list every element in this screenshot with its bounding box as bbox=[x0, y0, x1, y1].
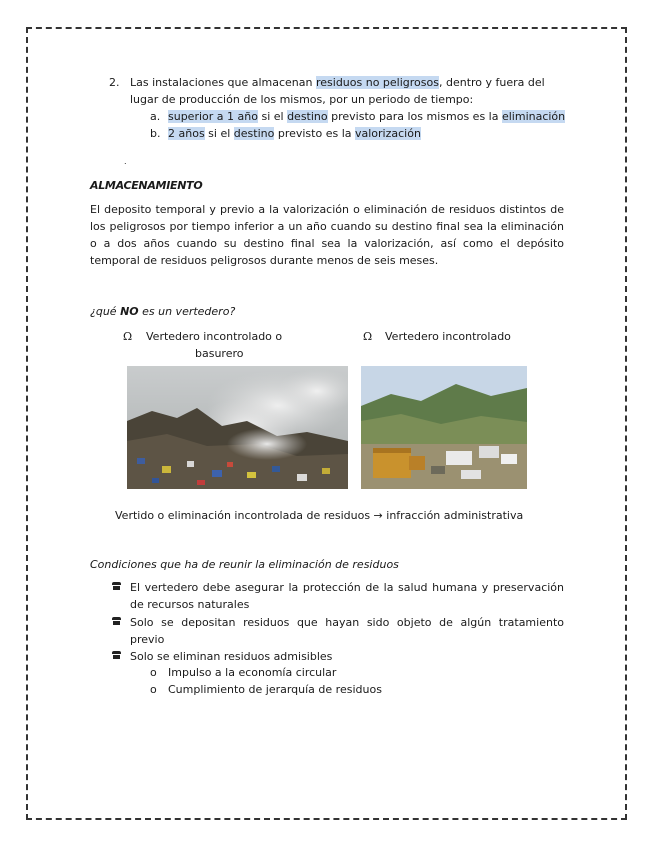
uncontrolled-dump-photo bbox=[361, 366, 527, 489]
list-item-2-line2: lugar de producción de los mismos, por un periodo de tiempo: bbox=[130, 93, 474, 106]
sub-bullet-marker: o bbox=[150, 683, 157, 696]
condition-2-line1: Solo se depositan residuos que hayan sido objeto de algún tratamiento bbox=[130, 616, 564, 629]
phone-bullet-icon bbox=[112, 617, 121, 625]
condition-2-line2: previo bbox=[130, 633, 165, 646]
sublist-letter-b: b. bbox=[150, 127, 161, 140]
vertedero-item1-line2: basurero bbox=[195, 347, 244, 360]
vertedero-item1-line1: Vertedero incontrolado o bbox=[146, 330, 283, 343]
phone-bullet-icon bbox=[112, 651, 121, 659]
omega-bullet-1: Ω bbox=[123, 330, 133, 343]
condition-1-line2: de recursos naturales bbox=[130, 598, 250, 611]
vertedero-question: ¿qué NO es un vertedero? bbox=[90, 305, 236, 318]
omega-bullet-2: Ω bbox=[363, 330, 373, 343]
highlight-residuos-no-peligrosos: residuos no peligrosos bbox=[315, 76, 439, 89]
almacenamiento-paragraph: El deposito temporal y previo a la valorización o eliminación de residuos distintos de los peligrosos por tiempo inferior a un año cuando su destino final sea la eliminación o a dos años cuando su destino final sea la valorización, así como el depósito temporal de residuos peligrosos durante menos de seis meses. bbox=[90, 203, 564, 267]
condition-1-line1: El vertedero debe asegurar la protección de la salud humana y preservación bbox=[130, 581, 564, 594]
burning-dump-photo bbox=[127, 366, 348, 489]
list-number-2: 2. bbox=[109, 76, 120, 89]
vertedero-item2: Vertedero incontrolado bbox=[385, 330, 511, 343]
sublist-item-a: superior a 1 año si el destino previsto para los mismos es la eliminación bbox=[168, 110, 566, 123]
photo-caption: Vertido o eliminación incontrolada de residuos → infracción administrativa bbox=[115, 509, 524, 522]
phone-bullet-icon bbox=[112, 582, 121, 590]
stray-dot: . bbox=[124, 157, 127, 166]
condition-3-sub1: Impulso a la economía circular bbox=[168, 666, 337, 679]
condiciones-heading: Condiciones que ha de reunir la eliminación de residuos bbox=[90, 558, 399, 571]
condition-3-sub2: Cumplimiento de jerarquía de residuos bbox=[168, 683, 382, 696]
almacenamiento-heading: ALMACENAMIENTO bbox=[90, 179, 203, 192]
condition-3: Solo se eliminan residuos admisibles bbox=[130, 650, 333, 663]
sublist-letter-a: a. bbox=[150, 110, 161, 123]
sublist-item-b: 2 años si el destino previsto es la valorización bbox=[168, 127, 421, 140]
list-item-2-line1: Las instalaciones que almacenan residuos no peligrosos, dentro y fuera del bbox=[130, 76, 545, 89]
sub-bullet-marker: o bbox=[150, 666, 157, 679]
